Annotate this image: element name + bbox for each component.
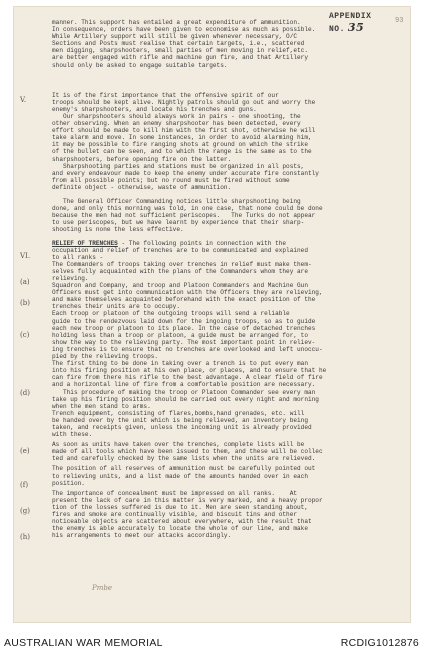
item-marker-g: (g) bbox=[20, 507, 30, 515]
text-line: - The following points in connection with the bbox=[117, 239, 287, 247]
text-line: Each troop or platoon of the outgoing troops will send a reliable bbox=[52, 310, 290, 318]
text-line: from all possible points; but no round must be fired without some bbox=[52, 176, 290, 184]
text-line bbox=[52, 191, 386, 198]
text-line: occupation and relief of trenches are to be communicated and explained bbox=[52, 246, 308, 254]
text-line: effort should be made to kill him with the first shot, otherwise he will bbox=[52, 127, 316, 135]
text-line: Trench equipment, consisting of flares,bombs,hand grenades, etc. will bbox=[52, 409, 305, 417]
text-line: The Commanders of troops taking over trenches in relief must make them- bbox=[52, 260, 312, 268]
paragraph-vi bbox=[52, 240, 386, 261]
item-marker-d: (d) bbox=[20, 389, 30, 397]
text-line: guide to the rendezvous laid down for the ingoing troops, so as to guide bbox=[52, 317, 316, 325]
text-line: and every endeavour made to keep the enemy under accurate fire constantly bbox=[52, 169, 319, 177]
text-line: other observing. When an enemy sharpshooter has been detected, every bbox=[52, 120, 301, 128]
text-line: made of all tools which have been issued to them, and these will be collec bbox=[52, 448, 323, 456]
text-line: pied by the relieving troops. bbox=[52, 353, 159, 361]
text-line: tion of the losses suffered is due to it. Men are seen standing about, bbox=[52, 503, 308, 511]
text-line: sharpshooters, before opening fire on the latter. bbox=[52, 155, 232, 163]
appendix-label: APPENDIX NO. bbox=[329, 12, 372, 34]
text-line: present the lack of care in this matter is very marked, and a heavy propor bbox=[52, 496, 323, 504]
archive-footer bbox=[0, 632, 423, 654]
text-line: of the bullet can be seen, and to which the range is the same as to the bbox=[52, 148, 312, 156]
text-line: noticeable objects are scattered about everywhere, with the result that bbox=[52, 518, 312, 526]
text-line: it may be possible to fire ranging shots at ground on which the strike bbox=[52, 141, 308, 149]
text-line: selves fully acquainted with the plans of the Commanders whom they are bbox=[52, 267, 308, 275]
text-line: each new troop or platoon to its place. In the case of detached trenches bbox=[52, 324, 316, 332]
text-line: position. bbox=[52, 479, 85, 487]
text-line: relieving. bbox=[52, 275, 89, 282]
text-line: The first thing to be done in taking over a trench is to put every man bbox=[52, 360, 308, 368]
text-line: into his firing position at his own place, or places, and to ensure that he bbox=[52, 367, 327, 375]
item-marker-f: (f) bbox=[20, 481, 29, 489]
text-line: show the way to the relieving party. The most important point in reliev- bbox=[52, 338, 316, 346]
paragraph-marker-vi: VI. bbox=[20, 252, 31, 260]
text-line: can fire from there his rifle to the best advantage. A clear field of fire bbox=[52, 374, 323, 382]
text-line: manner. This support has entailed a great expenditure of ammunition. bbox=[52, 19, 301, 26]
item-marker-c: (c) bbox=[20, 331, 30, 339]
item-c bbox=[52, 310, 386, 360]
item-marker-e: (e) bbox=[20, 447, 30, 455]
text-line: are better engaged with rifle and machine gun fire, and that Artillery bbox=[52, 54, 308, 62]
text-line: shooting is none the less effective. bbox=[52, 226, 184, 234]
text-line: and a horizontal line of fire from a comfortable position are necessary. bbox=[52, 381, 316, 389]
item-e bbox=[52, 410, 386, 438]
item-b bbox=[52, 282, 386, 310]
text-line: Sections and Posts must realise that certain targets, i.e., scattered bbox=[52, 40, 305, 48]
text-line: In consequence, orders have been given to economise as much as possible. bbox=[52, 26, 316, 34]
document-body bbox=[52, 19, 386, 539]
text-line: holding less than a troop or platoon, a guide must be arranged for, to bbox=[52, 331, 308, 339]
text-line: The importance of concealment must be impressed on all ranks. At bbox=[52, 489, 298, 497]
text-line: Sharpshooting parties and stations must be organized in all posts, bbox=[52, 162, 305, 170]
text-line: Officers must get into communication with the Officers they are relieving, bbox=[52, 289, 323, 297]
handwritten-initials: Pmbe bbox=[92, 584, 112, 592]
text-line: As soon as units have taken over the trenches, complete lists will be bbox=[52, 441, 305, 449]
item-a bbox=[52, 261, 386, 282]
text-line: to use periscopes, but we have learnt by experience that their sharp- bbox=[52, 219, 305, 227]
item-h bbox=[52, 490, 386, 540]
paragraph-intro bbox=[52, 19, 386, 69]
text-line: the enemy is able accurately to locate the whole of our line, and make bbox=[52, 525, 308, 533]
text-line: troops should be kept alive. Nightly patrols should go out and worry the bbox=[52, 98, 316, 106]
text-line: when the men stand to arms. bbox=[52, 402, 151, 410]
appendix-number: 35 bbox=[347, 21, 365, 34]
text-line: fires and smoke are continually visible, and biscuit tins and other bbox=[52, 511, 298, 518]
text-line: Our sharpshooters should always work in pairs - one shooting, the bbox=[52, 112, 301, 120]
text-line: take alarm and move. In some instances, in order to avoid alarming him, bbox=[52, 134, 312, 142]
footer-institution: AUSTRALIAN WAR MEMORIAL bbox=[4, 637, 163, 649]
paragraph-v bbox=[52, 92, 386, 234]
text-line: The position of all reserves of ammunition must be carefully pointed out bbox=[52, 465, 316, 473]
text-line: ing trenches is to ensure that no trenches are overlooked and left unoccu- bbox=[52, 345, 323, 353]
text-line: to all ranks - bbox=[52, 253, 104, 261]
text-line: ted and carefully checked by the same lists when the units are relieved. bbox=[52, 455, 316, 463]
text-line: The General Officer Commanding notices little sharpshooting being bbox=[52, 198, 301, 206]
item-g bbox=[52, 465, 386, 486]
text-line: his arrangements to meet our attacks accordingly. bbox=[52, 532, 232, 540]
text-line: It is of the first importance that the offensive spirit of our bbox=[52, 91, 279, 99]
text-line: taken, and receipts given, unless the incoming unit is already provided bbox=[52, 423, 312, 431]
text-line: with these. bbox=[52, 431, 93, 439]
text-line: take up his firing position should be carried out every night and morning bbox=[52, 395, 319, 403]
text-line: Squadron and Company, and troop and Platoon Commanders and Machine Gun bbox=[52, 282, 308, 290]
text-line: While Artillery support will still be given whenever necessary, O/C bbox=[52, 33, 298, 41]
text-line: trenches their units are to occupy. bbox=[52, 303, 180, 311]
text-line: This procedure of making the troop or Platoon Commander see every man bbox=[52, 388, 316, 396]
text-line: should only be asked to engage suitable targets. bbox=[52, 61, 228, 69]
item-marker-a: (a) bbox=[20, 278, 30, 286]
item-marker-b: (b) bbox=[20, 299, 30, 307]
item-f bbox=[52, 441, 386, 462]
section-heading-relief-of-trenches: RELIEF OF TRENCHES bbox=[52, 239, 118, 247]
item-marker-h: (h) bbox=[20, 533, 30, 541]
footer-record-id: RCDIG1012876 bbox=[340, 637, 419, 649]
paragraph-marker-v: V. bbox=[20, 96, 27, 104]
text-line: definite object - otherwise, waste of ammunition. bbox=[52, 183, 232, 191]
item-d bbox=[52, 360, 386, 410]
text-line: be handed over by the unit which is being relieved, an inventory being bbox=[52, 416, 308, 424]
text-line: men digging, sharpshooters, small parties of men moving in relief,etc. bbox=[52, 47, 308, 55]
text-line: done, and only this morning was told, in one case, that none could be done bbox=[52, 205, 323, 213]
text-line: because the men had not sufficient periscopes. The Turks do not appear bbox=[52, 212, 316, 220]
page-reference: 93 bbox=[395, 17, 404, 25]
text-line: and make themselves acquainted beforehand with the exact position of the bbox=[52, 296, 316, 304]
text-line: to relieving units, and a list made of the amounts handed over in each bbox=[52, 472, 308, 480]
text-line: enemy's sharpshooters, and locate his trenches and guns. bbox=[52, 105, 257, 113]
